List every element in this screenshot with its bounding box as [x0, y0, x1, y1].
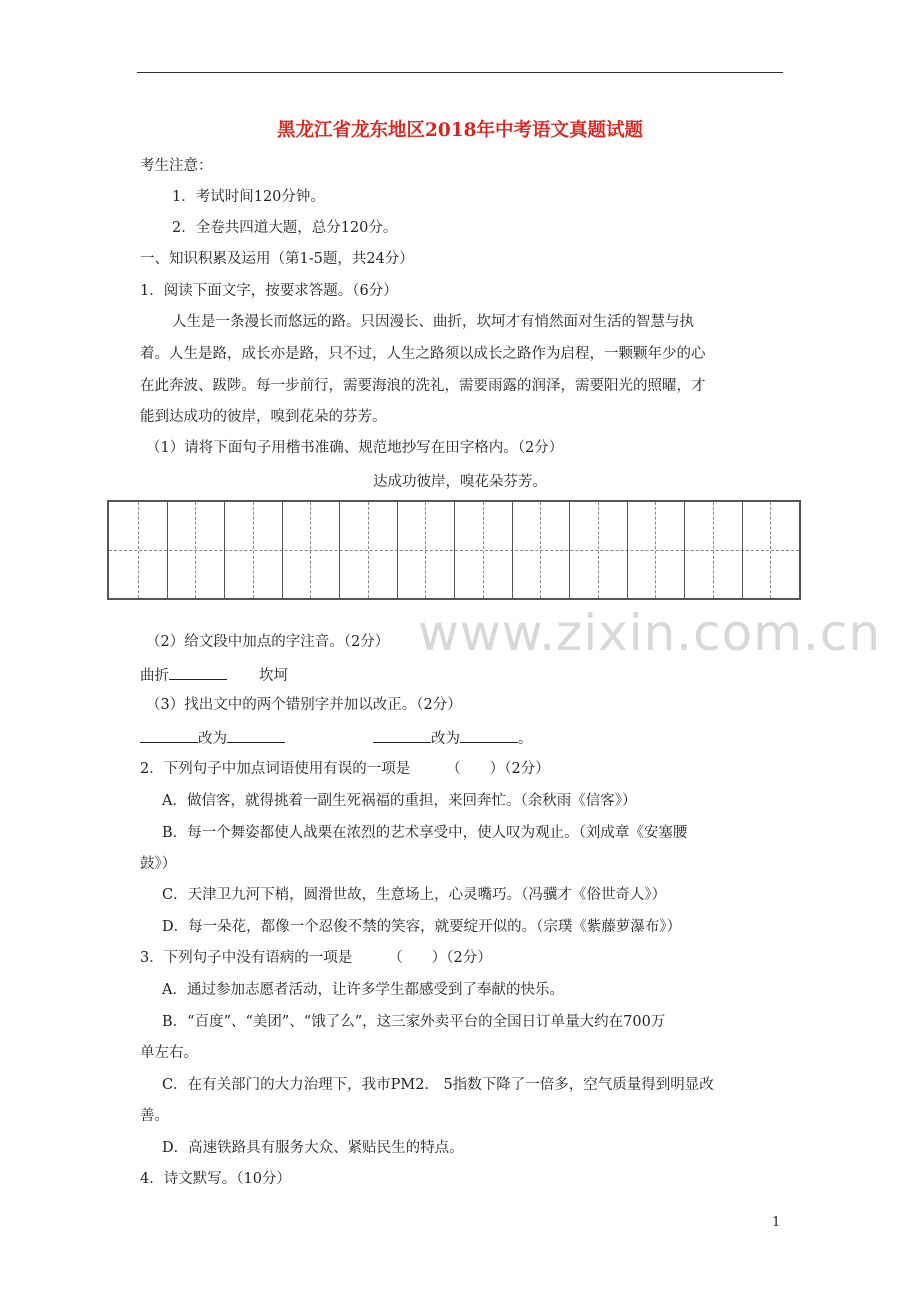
notice-item: 2．全卷共四道大题，总分120分。 — [172, 220, 398, 236]
question-1-stem: 1．阅读下面文字，按要求答题。（6分） — [140, 283, 398, 299]
grid-cell-center-line — [713, 502, 714, 598]
grid-cell-border — [339, 502, 340, 598]
wrong-char-blank-1[interactable] — [140, 727, 198, 743]
answer-paren: （ ）（2分） — [388, 950, 492, 966]
grid-cell-border — [684, 502, 685, 598]
question-1-sub3: （3）找出文中的两个错别字并加以改正。（2分） — [146, 697, 462, 713]
option: B．“百度”、“美团”、“饿了么”，这三家外卖平台的全国日订单量大约在700万 — [162, 1014, 666, 1030]
question-3-stem-row — [140, 948, 492, 968]
question-3-stem: 3．下列句子中没有语病的一项是 — [140, 950, 353, 966]
change-label: 改为 — [198, 731, 227, 747]
grid-cell-center-line — [540, 502, 541, 598]
option-continuation: 善。 — [140, 1108, 169, 1124]
grid-cell-center-line — [195, 502, 196, 598]
grid-cell-center-line — [138, 502, 139, 598]
section-heading: 一、知识积累及运用（第1-5题，共24分） — [140, 251, 414, 267]
notice-item: 1．考试时间120分钟。 — [172, 189, 325, 205]
grid-cell-center-line — [770, 502, 771, 598]
pinyin-row — [140, 664, 288, 686]
grid-cell-border — [569, 502, 570, 598]
grid-cell-border — [512, 502, 513, 598]
question-2-stem: 2．下列句子中加点词语使用有误的一项是 — [140, 761, 411, 777]
grid-cell-center-line — [425, 502, 426, 598]
grid-cell-border — [454, 502, 455, 598]
pinyin-blank-1[interactable] — [169, 664, 227, 680]
correction-row — [140, 727, 533, 749]
grid-cell-center-line — [368, 502, 369, 598]
grid-cell-border — [397, 502, 398, 598]
answer-paren: （ ）（2分） — [446, 761, 550, 777]
option-continuation: 单左右。 — [140, 1045, 198, 1061]
option: C．天津卫九河下梢，圆滑世故，生意场上，心灵嘴巧。（冯骥才《俗世奇人》） — [162, 887, 667, 903]
grid-cell-center-line — [655, 502, 656, 598]
passage-line: 能到达成功的彼岸，嗅到花朵的芬芳。 — [140, 409, 387, 425]
tianzige-grid[interactable] — [107, 500, 801, 600]
option: D．每一朵花，都像一个忍俊不禁的笑容，就要绽开似的。（宗璞《紫藤萝瀑布》） — [162, 919, 682, 935]
grid-cell-center-line — [483, 502, 484, 598]
grid-cell-border — [282, 502, 283, 598]
page-number: 1 — [772, 1215, 781, 1230]
header-rule — [137, 72, 783, 73]
change-label: 改为 — [431, 731, 460, 747]
grid-cell-border — [167, 502, 168, 598]
option-continuation: 鼓》） — [140, 856, 177, 872]
option: D．高速铁路具有服务大众、紧贴民生的特点。 — [162, 1140, 464, 1156]
period: 。 — [518, 731, 533, 747]
watermark: www.zixin.com.cn — [418, 604, 882, 662]
grid-cell-border — [742, 502, 743, 598]
option: A．通过参加志愿者活动，让许多学生都感受到了奉献的快乐。 — [162, 982, 564, 998]
word-1: 曲折 — [140, 668, 169, 684]
question-1-sub2: （2）给文段中加点的字注音。（2分） — [146, 634, 390, 650]
question-2-stem-row — [140, 759, 550, 779]
question-4-stem: 4．诗文默写。（10分） — [140, 1171, 291, 1187]
option: A．做信客，就得挑着一副生死祸福的重担，来回奔忙。（余秋雨《信客》） — [162, 793, 637, 809]
correct-char-blank-1[interactable] — [227, 727, 285, 743]
word-2: 坎坷 — [259, 668, 288, 684]
wrong-char-blank-2[interactable] — [373, 727, 431, 743]
passage-line: 在此奔波、跋陟。每一步前行，需要海浪的洗礼，需要雨露的润泽，需要阳光的照曜，才 — [140, 378, 706, 394]
correct-char-blank-2[interactable] — [460, 727, 518, 743]
copy-sentence: 达成功彼岸，嗅花朵芬芳。 — [373, 474, 547, 490]
grid-cell-center-line — [598, 502, 599, 598]
grid-cell-border — [224, 502, 225, 598]
document-title: 黑龙江省龙东地区2018年中考语文真题试题 — [277, 120, 643, 141]
grid-cell-border — [627, 502, 628, 598]
notice-heading: 考生注意： — [140, 158, 213, 174]
option: B．每一个舞姿都使人战栗在浓烈的艺术享受中，使人叹为观止。（刘成章《安塞腰 — [162, 825, 688, 841]
grid-cell-center-line — [310, 502, 311, 598]
passage-line: 人生是一条漫长而悠远的路。只因漫长、曲折，坎坷才有悄然面对生活的智慧与执 — [172, 314, 694, 330]
option: C．在有关部门的大力治理下，我市PM2. 5指数下降了一倍多，空气质量得到明显改 — [162, 1077, 714, 1093]
passage-line: 着。人生是路，成长亦是路，只不过，人生之路须以成长之路作为启程，一颗颗年少的心 — [140, 346, 706, 362]
question-1-sub1: （1）请将下面句子用楷书准确、规范地抄写在田字格内。（2分） — [146, 440, 564, 456]
grid-cell-center-line — [253, 502, 254, 598]
